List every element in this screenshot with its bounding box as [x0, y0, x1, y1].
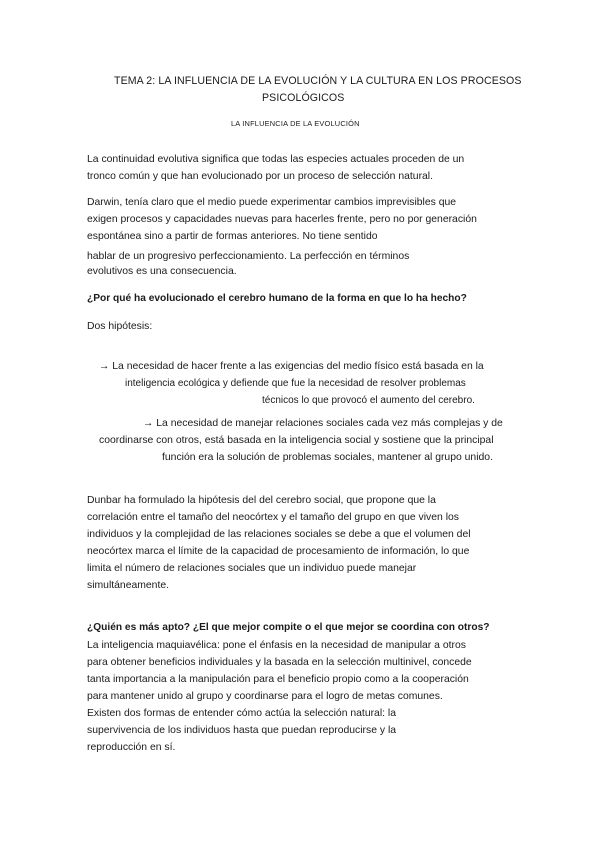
paragraph-line: espontánea sino a partir de formas anteriores. No tiene sentido [87, 231, 378, 242]
paragraph-line: individuos y la complejidad de las relaciones sociales se debe a que el volumen del [87, 529, 471, 540]
hypothesis-1-line: → La necesidad de hacer frente a las exigencias del medio físico está basada en la [99, 361, 484, 372]
paragraph-line: tronco común y que han evolucionado por un proceso de selección natural. [87, 171, 434, 182]
paragraph-line: tanta importancia a la manipulación para el beneficio propio como a la cooperación [87, 674, 469, 685]
hypothesis-2-line: función era la solución de problemas sociales, mantener al grupo unido. [162, 452, 493, 463]
paragraph-line: Dunbar ha formulado la hipótesis del del cerebro social, que propone que la [87, 495, 436, 506]
subtitle: LA INFLUENCIA DE LA EVOLUCIÓN [231, 119, 360, 128]
question-heading-2: ¿Quién es más apto? ¿El que mejor compite o el que mejor se coordina con otros? [87, 622, 490, 633]
paragraph-line: hablar de un progresivo perfeccionamiento. La perfección en términos [87, 251, 410, 262]
paragraph-line: La inteligencia maquiavélica: pone el énfasis en la necesidad de manipular a otros [87, 640, 466, 651]
hypothesis-1-line: inteligencia ecológica y defiende que fue la necesidad de resolver problemas [125, 378, 466, 389]
paragraph-line: La continuidad evolutiva significa que todas las especies actuales proceden de un [87, 154, 465, 165]
paragraph-line: evolutivos es una consecuencia. [87, 266, 237, 277]
paragraph-line: correlación entre el tamaño del neocórtex y el tamaño del grupo en que viven los [87, 512, 459, 523]
paragraph-line: limita el número de relaciones sociales que un individuo puede manejar [87, 563, 417, 574]
title-line-1: TEMA 2: LA INFLUENCIA DE LA EVOLUCIÓN Y LA CULTURA EN LOS PROCESOS [114, 75, 522, 87]
paragraph-line: exigen procesos y capacidades nuevas para hacerles frente, pero no por generación [87, 214, 477, 225]
paragraph-line: Existen dos formas de entender cómo actúa la selección natural: la [87, 708, 397, 719]
hypothesis-1-line: técnicos lo que provocó el aumento del cerebro. [262, 395, 475, 406]
paragraph-line: Darwin, tenía claro que el medio puede experimentar cambios imprevisibles que [87, 197, 457, 208]
paragraph-line: supervivencia de los individuos hasta que puedan reproducirse y la [87, 725, 397, 736]
title-line-2: PSICOLÓGICOS [262, 92, 345, 104]
dos-hipotesis-label: Dos hipótesis: [87, 321, 153, 332]
paragraph-line: para obtener beneficios individuales y la basada en la selección multinivel, concede [87, 657, 472, 668]
paragraph-line: reproducción en sí. [87, 742, 176, 753]
hypothesis-2-line: → La necesidad de manejar relaciones sociales cada vez más complejas y de [143, 418, 503, 429]
paragraph-line: neocórtex marca el límite de la capacidad de procesamiento de información, lo que [87, 546, 470, 557]
paragraph-line: para mantener unido al grupo y coordinarse para el logro de metas comunes. [87, 691, 443, 702]
paragraph-line: simultáneamente. [87, 580, 170, 591]
hypothesis-2-line: coordinarse con otros, está basada en la inteligencia social y sostiene que la principal [99, 435, 494, 446]
question-heading-1: ¿Por qué ha evolucionado el cerebro humano de la forma en que lo ha hecho? [87, 293, 467, 304]
